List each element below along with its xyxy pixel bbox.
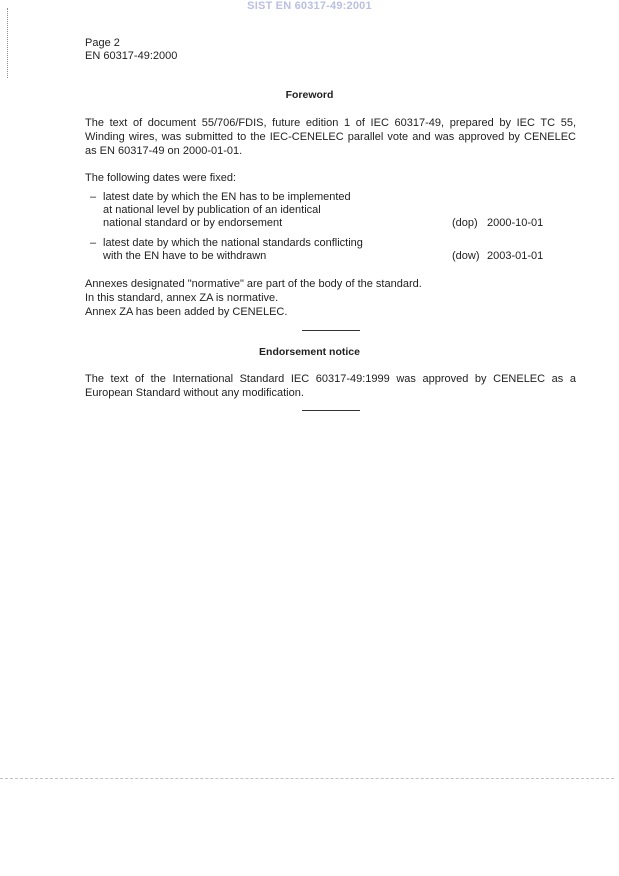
date-item-text: national standard or by endorsement <box>103 217 283 229</box>
annex-note-line: Annexes designated "normative" are part of the body of the standard. <box>85 278 422 290</box>
date-value: 2003-01-01 <box>487 250 544 262</box>
date-item-text: with the EN have to be withdrawn <box>103 250 267 262</box>
date-item-dow <box>90 237 560 263</box>
date-code: (dop) <box>452 217 478 229</box>
scan-edge-line <box>0 778 614 779</box>
list-dash: – <box>90 191 97 203</box>
date-item-text: latest date by which the national standards conflicting <box>103 237 363 249</box>
date-item-text: latest date by which the EN has to be implemented <box>103 191 351 203</box>
annex-note-line: Annex ZA has been added by CENELEC. <box>85 306 288 318</box>
dates-intro: The following dates were fixed: <box>85 172 237 184</box>
watermark: SIST EN 60317-49:2001 <box>247 0 372 12</box>
foreword-heading: Foreword <box>285 89 334 101</box>
scan-margin-marks <box>7 8 12 78</box>
annex-note-line: In this standard, annex ZA is normative. <box>85 292 279 304</box>
endorsement-paragraph: The text of the International Standard IEC 60317-49:1999 was approved by CENELEC as a European Standard without any modification. <box>85 373 576 399</box>
annex-notes <box>85 277 576 319</box>
date-item-dop <box>90 191 560 230</box>
section-divider <box>302 330 360 331</box>
foreword-paragraph: The text of document 55/706/FDIS, future edition 1 of IEC 60317-49, prepared by IEC TC 55, Winding wires, was submitted to the IEC-CENELEC parallel vote and was approved by CENELEC as EN 60317-49 on 2000-01-01. <box>85 117 576 157</box>
endorsement-heading: Endorsement notice <box>259 346 360 358</box>
date-item-text: at national level by publication of an identical <box>103 204 321 216</box>
list-dash: – <box>90 237 97 249</box>
document-id: EN 60317-49:2000 <box>85 50 178 62</box>
page-header <box>85 37 177 63</box>
date-code: (dow) <box>452 250 480 262</box>
date-value: 2000-10-01 <box>487 217 544 229</box>
end-divider <box>302 410 360 411</box>
page-number: Page 2 <box>85 37 120 49</box>
